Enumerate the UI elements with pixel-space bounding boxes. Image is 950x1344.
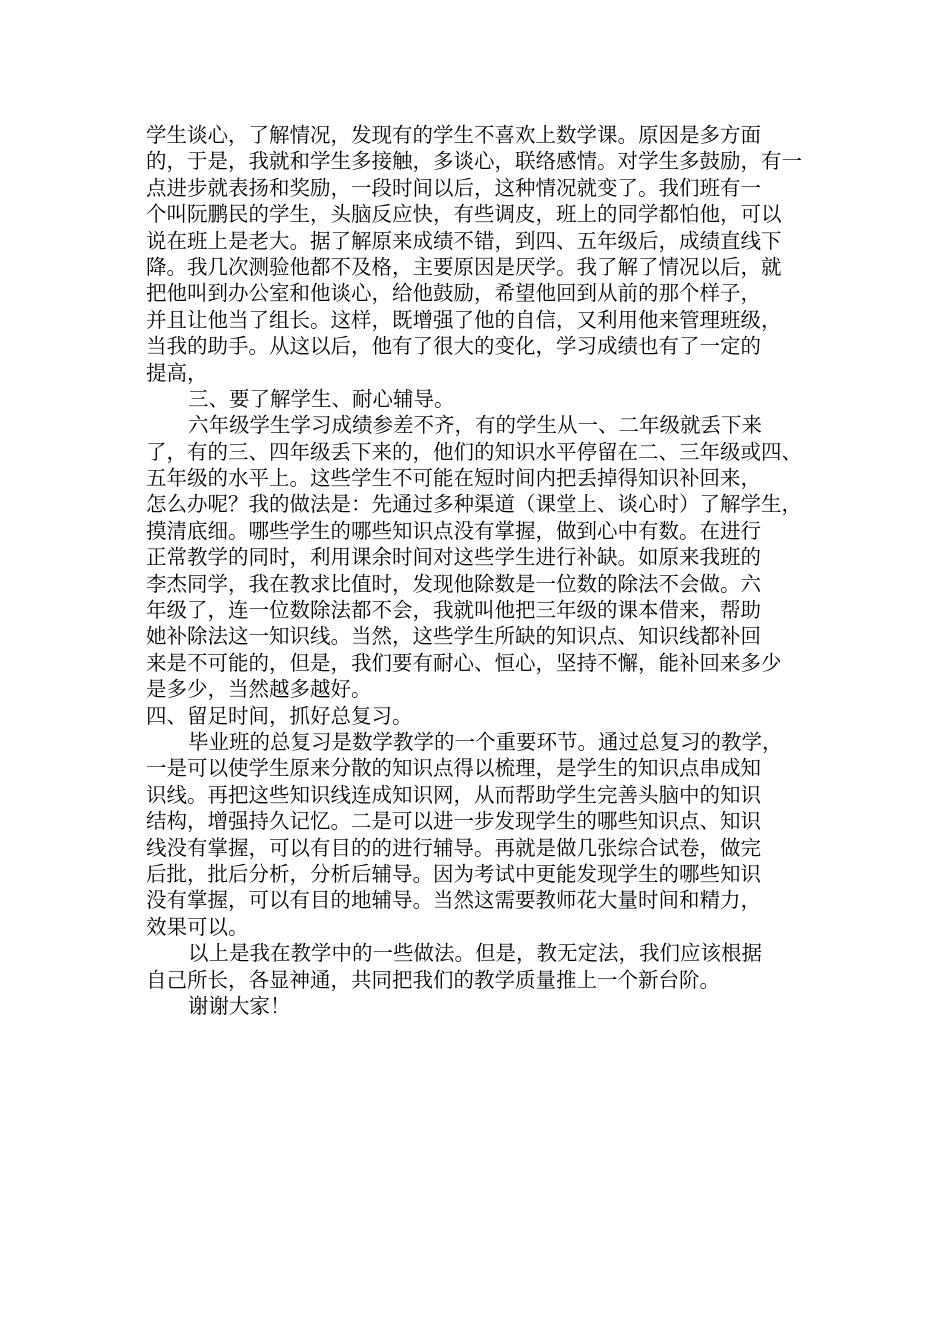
text-line: 正常教学的同时，利用课余时间对这些学生进行补缺。如原来我班的 (146, 545, 761, 570)
text-line: 降。我几次测验他都不及格，主要原因是厌学。我了解了情况以后，就 (146, 254, 782, 279)
text-line: 了，有的三、四年级丢下来的，他们的知识水平停留在二、三年级或四、 (146, 439, 802, 464)
text-line: 说在班上是老大。据了解原来成绩不错，到四、五年级后，成绩直线下 (146, 228, 782, 253)
text-line: 当我的助手。从这以后，他有了很大的变化，学习成绩也有了一定的 (146, 334, 761, 359)
text-line: 结构，增强持久记忆。二是可以进一步发现学生的哪些知识点、知识 (146, 809, 761, 834)
text-line: 怎么办呢？我的做法是：先通过多种渠道（课堂上、谈心时）了解学生， (146, 492, 802, 517)
text-line: 四、留足时间，抓好总复习。 (146, 703, 413, 728)
text-line: 个叫阮鹏民的学生，头脑反应快，有些调皮，班上的同学都怕他，可以 (146, 202, 782, 227)
text-line: 是多少，当然越多越好。 (146, 677, 372, 702)
text-line: 谢谢大家！ (188, 993, 291, 1018)
text-line: 一是可以使学生原来分散的知识点得以梳理，是学生的知识点串成知 (146, 756, 761, 781)
text-line: 把他叫到办公室和他谈心，给他鼓励，希望他回到从前的那个样子， (146, 281, 761, 306)
text-line: 三、要了解学生、耐心辅导。 (188, 386, 455, 411)
text-line: 五年级的水平上。这些学生不可能在短时间内把丢掉得知识补回来， (146, 466, 761, 491)
text-line: 以上是我在教学中的一些做法。但是，教无定法，我们应该根据 (188, 941, 762, 966)
text-line: 效果可以。 (146, 914, 249, 939)
document-body (146, 122, 810, 1019)
text-line: 来是不可能的，但是，我们要有耐心、恒心，坚持不懈，能补回来多少 (146, 650, 782, 675)
text-line: 的，于是，我就和学生多接触，多谈心，联络感情。对学生多鼓励，有一 (146, 149, 802, 174)
text-line: 毕业班的总复习是数学教学的一个重要环节。通过总复习的教学， (188, 729, 783, 754)
text-line: 点进步就表扬和奖励，一段时间以后，这种情况就变了。我们班有一 (146, 175, 761, 200)
text-line: 摸清底细。哪些学生的哪些知识点没有掌握，做到心中有数。在进行 (146, 518, 761, 543)
text-line: 提高， (146, 360, 208, 385)
text-line: 六年级学生学习成绩参差不齐，有的学生从一、二年级就丢下来 (188, 413, 762, 438)
text-line: 学生谈心，了解情况，发现有的学生不喜欢上数学课。原因是多方面 (146, 123, 761, 147)
text-line: 后批，批后分析，分析后辅导。因为考试中更能发现学生的哪些知识 (146, 861, 761, 886)
text-line: 自己所长，各显神通，共同把我们的教学质量推上一个新台阶。 (146, 967, 720, 992)
text-line: 并且让他当了组长。这样，既增强了他的自信，又利用他来管理班级， (146, 307, 782, 332)
text-line: 她补除法这一知识线。当然，这些学生所缺的知识点、知识线都补回 (146, 624, 761, 649)
text-line: 年级了，连一位数除法都不会，我就叫他把三年级的课本借来，帮助 (146, 598, 761, 623)
text-line: 没有掌握，可以有目的地辅导。当然这需要教师花大量时间和精力， (146, 888, 761, 913)
text-line: 识线。再把这些知识线连成知识网，从而帮助学生完善头脑中的知识 (146, 782, 761, 807)
text-line: 线没有掌握，可以有目的的进行辅导。再就是做几张综合试卷，做完 (146, 835, 761, 860)
text-line: 李杰同学，我在教求比值时，发现他除数是一位数的除法不会做。六 (146, 571, 761, 596)
